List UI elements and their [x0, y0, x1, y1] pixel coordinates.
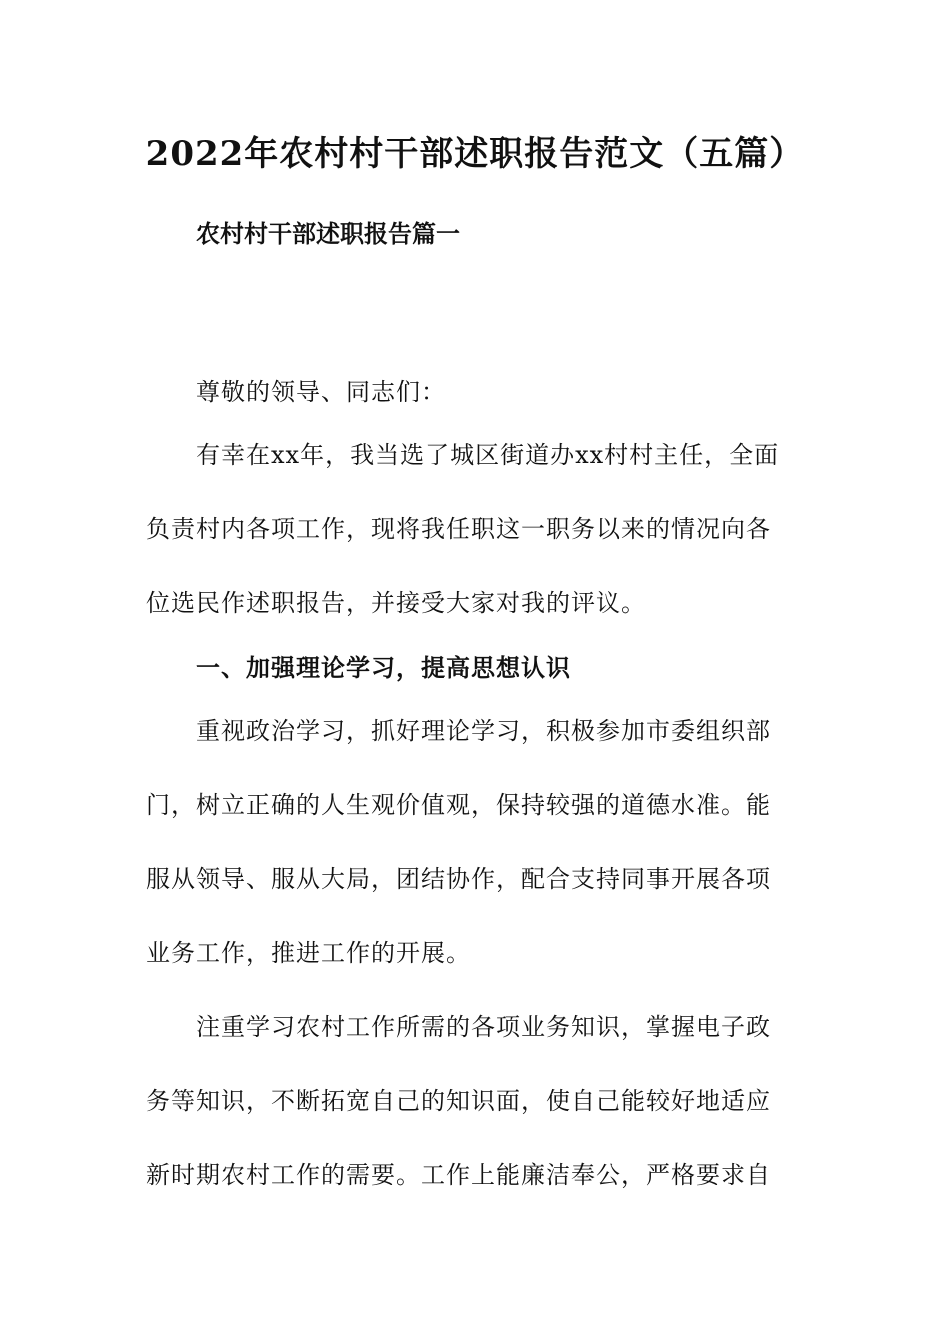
paragraph-line: 业务工作，推进工作的开展。 — [146, 939, 471, 967]
paragraph-line: 有幸在xx年，我当选了城区街道办xx村村主任，全面 — [196, 441, 780, 469]
salutation: 尊敬的领导、同志们： — [196, 378, 446, 406]
paragraph-line: 务等知识，不断拓宽自己的知识面，使自己能较好地适应 — [146, 1087, 771, 1115]
paragraph-line: 负责村内各项工作，现将我任职这一职务以来的情况向各 — [146, 515, 771, 543]
document-title: 2022年农村村干部述职报告范文（五篇） — [145, 134, 805, 174]
paragraph-line: 服从领导、服从大局，团结协作，配合支持同事开展各项 — [146, 865, 771, 893]
paragraph-line: 位选民作述职报告，并接受大家对我的评议。 — [146, 589, 646, 617]
paragraph-line: 新时期农村工作的需要。工作上能廉洁奉公，严格要求自 — [146, 1161, 771, 1189]
section-heading: 农村村干部述职报告篇一 — [196, 219, 460, 248]
paragraph-line: 门，树立正确的人生观价值观，保持较强的道德水准。能 — [146, 791, 771, 819]
subsection-heading: 一、加强理论学习，提高思想认识 — [196, 653, 571, 682]
paragraph-line: 注重学习农村工作所需的各项业务知识，掌握电子政 — [196, 1013, 771, 1041]
paragraph-line: 重视政治学习，抓好理论学习，积极参加市委组织部 — [196, 717, 771, 745]
